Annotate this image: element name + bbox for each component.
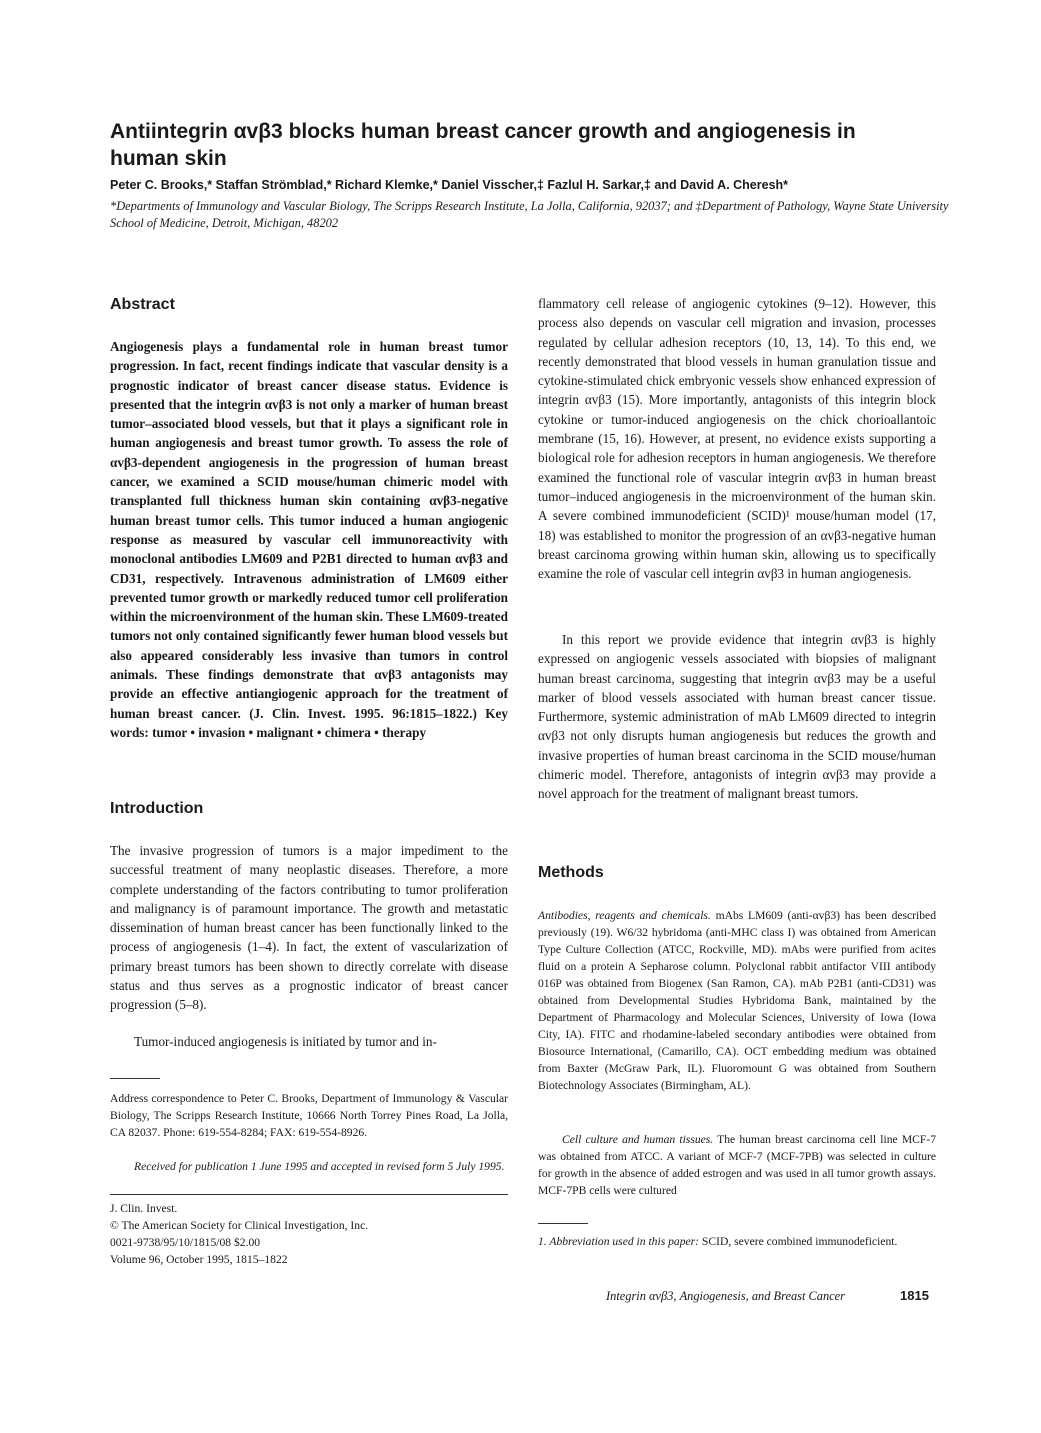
- issn-line: 0021-9738/95/10/1815/08 $2.00: [110, 1236, 261, 1249]
- received-date: Received for publication 1 June 1995 and accepted in revised form 5 July 1995.: [134, 1160, 505, 1173]
- abbreviation-footnote-rule: [538, 1223, 588, 1224]
- intro-continued-paragraph: flammatory cell release of angiogenic cytokines (9–12). However, this process also depends on vascular cell migration and invasion, processes regulated by cellular adhesion receptors (10, 13, 14). To this end, we recently demonstrated that blood vessels in human granulation tissue and cytokine-stimulated chick embryonic vessels show enhanced expression of integrin αvβ3 (15). More importantly, antagonists of this integrin block cytokine or tumor-induced angiogenesis on the chick chorioallantoic membrane (15, 16). However, at present, no evidence exists supporting a biological role for adhesion receptors in human angiogenesis. We therefore examined the functional role of vascular integrin αvβ3 in human breast tumor–induced angiogenesis in the microenvironment of the human skin. A severe combined immunodeficient (SCID)¹ mouse/human model (17, 18) was established to monitor the progression of an αvβ3-negative human breast carcinoma growing within human skin, allowing us to specifically examine the role of vascular cell integrin αvβ3 in human angiogenesis.: [538, 296, 936, 582]
- culture-subheading: Cell culture and human tissues.: [562, 1133, 714, 1146]
- methods-culture-paragraph: [538, 1131, 936, 1199]
- journal-name: J. Clin. Invest.: [110, 1202, 178, 1215]
- abstract-text: Angiogenesis plays a fundamental role in human breast tumor progression. In fact, recent findings indicate that vascular density is a prognostic indicator of breast cancer disease status. Evidence is presented that the integrin αvβ3 is not only a marker of human breast tumor–associated blood vessels, but that it plays a significant role in human angiogenesis and breast tumor growth. To assess the role of αvβ3-dependent angiogenesis in the progression of human breast cancer, we examined a SCID mouse/human chimeric model with transplanted full thickness human skin containing αvβ3-negative human breast tumor cells. This tumor induced a human angiogenic response as measured by vascular cell immunoreactivity with monoclonal antibodies LM609 and P2B1 directed to human αvβ3 and CD31, respectively. Intravenous administration of LM609 either prevented tumor growth or markedly reduced tumor cell proliferation within the microenvironment of the human skin. These LM609-treated tumors not only contained significantly fewer human blood vessels but also appeared considerably less invasive than tumors in control animals. These findings demonstrate that αvβ3 antagonists may provide an effective antiangiogenic approach for the treatment of human breast cancer. (J. Clin. Invest. 1995. 96:1815–1822.) Key words: tumor • invasion • malignant • chimera • therapy: [110, 339, 508, 740]
- methods-heading: Methods: [538, 864, 604, 881]
- abbreviation-footnote-text: SCID, severe combined immunodeficient.: [701, 1235, 898, 1248]
- intro-report-paragraph: In this report we provide evidence that integrin αvβ3 is highly expressed on angiogenic vessels associated with biopsies of malignant human breast carcinoma, suggesting that integrin αvβ3 may be a useful marker of blood vessels associated with human breast cancer tissue. Furthermore, systemic administration of mAb LM609 directed to integrin αvβ3 not only disrupts human angiogenesis but reduces the growth and invasive properties of human breast carcinoma in the SCID mouse/human chimeric model. Therefore, antagonists of integrin αvβ3 may provide a novel approach for the treatment of malignant breast tumors.: [538, 632, 936, 802]
- footnote-rule: [110, 1078, 160, 1079]
- author-list: Peter C. Brooks,* Staffan Strömblad,* Richard Klemke,* Daniel Visscher,‡ Fazlul H. Sarkar,‡ and David A. Cheresh*: [110, 178, 789, 192]
- affiliations: *Departments of Immunology and Vascular Biology, The Scripps Research Institute, La Jolla, California, 92037; and ‡Department of Pathology, Wayne State University School of Medicine, Detroit, Michigan, 48202: [110, 199, 949, 230]
- abstract-heading: Abstract: [110, 296, 175, 313]
- introduction-paragraph-2: Tumor-induced angiogenesis is initiated by tumor and in-: [134, 1034, 437, 1049]
- paper-title: Antiintegrin αvβ3 blocks human breast cancer growth and angiogenesis in human skin: [110, 120, 856, 170]
- antibodies-text: mAbs LM609 (anti-αvβ3) has been described previously (19). W6/32 hybridoma (anti-MHC class I) was obtained from American Type Culture Collection (ATCC, Rockville, MD). mAbs were purified from acites fluid on a protein A Sepharose column. Polyclonal rabbit antifactor VIII antibody 016P was obtained from Biogenex (San Ramon, CA). mAb P2B1 (anti-CD31) was obtained from Developmental Studies Hybridoma Bank, maintained by the Department of Pharmacology and Molecular Sciences, University of Iowa (Iowa City, IA). FITC and rhodamine-labeled secondary antibodies were obtained from Biosource International, (Camarillo, CA). OCT embedding medium was obtained from Baxter (McGraw Park, IL). Fluoromount G was obtained from Southern Biotechnology Associates (Birmingham, AL).: [538, 909, 936, 1092]
- methods-antibodies-paragraph: [538, 907, 936, 1094]
- correspondence-address: Address correspondence to Peter C. Brooks, Department of Immunology & Vascular Biology, The Scripps Research Institute, 10666 North Torrey Pines Road, La Jolla, CA 82037. Phone: 619-554-8284; FAX: 619-554-8926.: [110, 1092, 508, 1139]
- culture-text: The human breast carcinoma cell line MCF-7 was obtained from ATCC. A variant of MCF-7 (MCF-7PB) was selected in culture for growth in the absence of added estrogen and was used in all tumor growth assays. MCF-7PB cells were cultured: [538, 1133, 936, 1197]
- antibodies-subheading: Antibodies, reagents and chemicals.: [538, 909, 711, 922]
- introduction-paragraph-1: The invasive progression of tumors is a major impediment to the successful treatment of many neoplastic diseases. Therefore, a more complete understanding of the factors contributing to tumor proliferation and malignancy is of paramount importance. The growth and metastatic dissemination of human breast cancer has been functionally linked to the process of angiogenesis (1–4). In fact, the extent of vascularization of primary breast tumors has been shown to directly correlate with disease status and thus serves as a prognostic indicator of breast cancer progression (5–8).: [110, 843, 508, 1013]
- running-head: Integrin αvβ3, Angiogenesis, and Breast Cancer: [606, 1289, 845, 1303]
- volume-line: Volume 96, October 1995, 1815–1822: [110, 1253, 288, 1266]
- page-number: 1815: [900, 1288, 929, 1303]
- copyright-line: © The American Society for Clinical Investigation, Inc.: [110, 1219, 369, 1232]
- journal-info-rule: [110, 1194, 508, 1195]
- abbreviation-footnote: [538, 1233, 936, 1250]
- introduction-heading: Introduction: [110, 800, 204, 817]
- abbreviation-footnote-label: 1. Abbreviation used in this paper:: [538, 1235, 700, 1248]
